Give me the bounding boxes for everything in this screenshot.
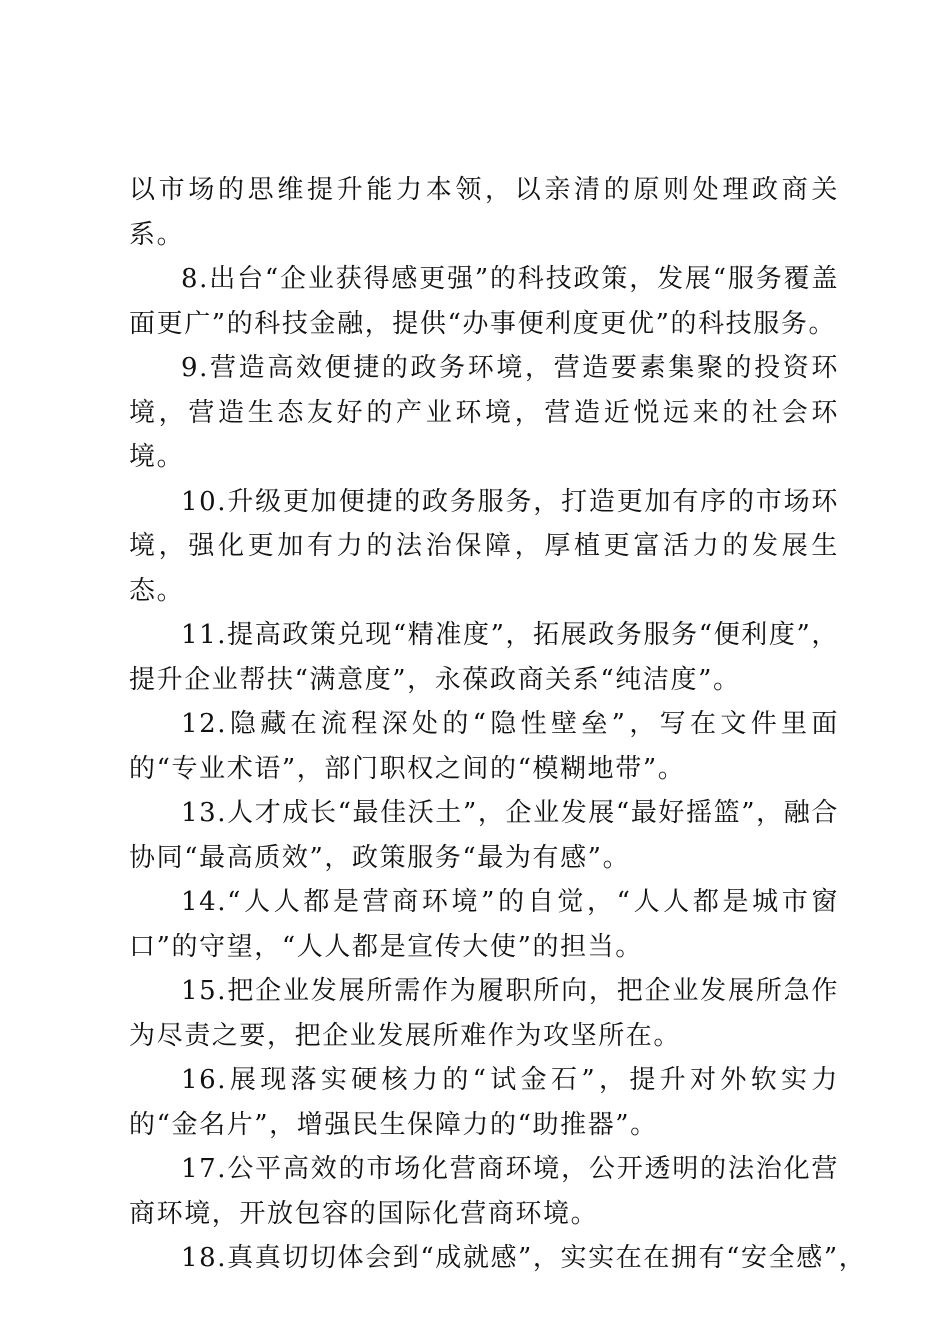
paragraph-item-8: 8.出台“企业获得感更强”的科技政策，发展“服务覆盖面更广”的科技金融，提供“办事便利度更优”的科技服务。 [129, 264, 839, 339]
paragraph-item-15: 15.把企业发展所需作为履职所向，把企业发展所急作为尽责之要，把企业发展所难作为攻坚所在。 [129, 976, 839, 1051]
paragraph-item-10: 10.升级更加便捷的政务服务，打造更加有序的市场环境，强化更加有力的法治保障，厚植更富活力的发展生态。 [129, 486, 839, 606]
paragraph-item-16: 16.展现落实硬核力的“试金石”，提升对外软实力的“金名片”，增强民生保障力的“助推器”。 [129, 1065, 839, 1140]
paragraph-item-18: 18.真真切切体会到“成就感”，实实在在拥有“安全感”， [181, 1243, 867, 1273]
paragraph-continuation: 以市场的思维提升能力本领，以亲清的原则处理政商关系。 [129, 175, 839, 250]
paragraph-item-12: 12.隐藏在流程深处的“隐性壁垒”，写在文件里面的“专业术语”，部门职权之间的“模糊地带”。 [129, 709, 839, 784]
paragraph-item-14: 14.“人人都是营商环境”的自觉，“人人都是城市窗口”的守望，“人人都是宣传大使”的担当。 [129, 887, 839, 962]
paragraph-item-9: 9.营造高效便捷的政务环境，营造要素集聚的投资环境，营造生态友好的产业环境，营造近悦远来的社会环境。 [129, 353, 839, 472]
paragraph-item-11: 11.提高政策兑现“精准度”，拓展政务服务“便利度”，提升企业帮扶“满意度”，永葆政商关系“纯洁度”。 [129, 620, 839, 695]
paragraph-item-17: 17.公平高效的市场化营商环境，公开透明的法治化营商环境，开放包容的国际化营商环境。 [129, 1154, 839, 1229]
document-body [129, 168, 867, 1281]
paragraph-item-13: 13.人才成长“最佳沃土”，企业发展“最好摇篮”，融合协同“最高质效”，政策服务“最为有感”。 [129, 798, 839, 873]
